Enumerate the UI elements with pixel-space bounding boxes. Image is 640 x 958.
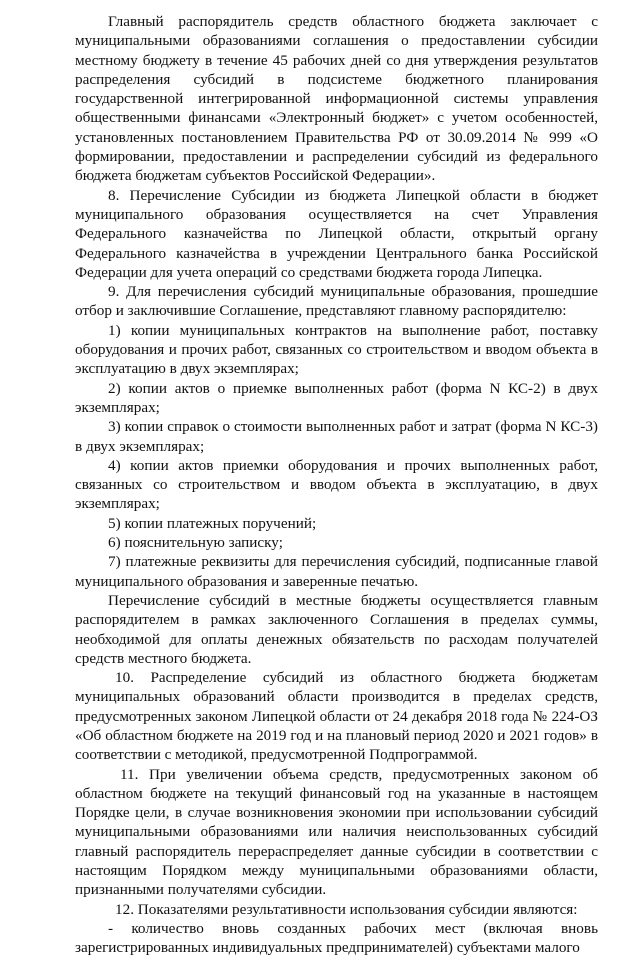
paragraph-agreement: Главный распорядитель средств областного бюджета заключает с муниципальными образованиями соглашения о предоставлении субсидии местному бюджету в течение 45 рабочих дней со дня утверждения результатов распределения субсидий в подсистеме бюджетного планирования государственной интегрированной информационной системы управления общественными финансами «Электронный бюджет» с учетом особенностей, установленных постановлением Правительства РФ от 30.09.2014 № 999 «О формировании, предоставлении и распределении субсидий из федерального бюджета бюджетам субъектов Российской Федерации».: [75, 13, 598, 185]
list-item-5: 5) копии платежных поручений;: [108, 514, 317, 532]
list-item-7: 7) платежные реквизиты для перечисления субсидий, подписанные главой муниципального образования и заверенные печатью.: [75, 553, 598, 590]
list-item-1: 1) копии муниципальных контрактов на выполнение работ, поставку оборудования и прочих работ, связанных со строительством и вводом объекта в эксплуатацию в двух экземплярах;: [75, 321, 598, 378]
paragraph-item-9: 9. Для перечисления субсидий муниципальные образования, прошедшие отбор и заключившие Соглашение, представляют главному распорядителю:: [75, 283, 598, 320]
paragraph-item-12: 12. Показателями результативности использования субсидии являются:: [115, 900, 578, 918]
list-item-4: 4) копии актов приемки оборудования и прочих выполненных работ, связанных со строительством и вводом объекта в эксплуатацию, в двух экземплярах;: [75, 456, 598, 513]
paragraph-item-8: 8. Перечисление Субсидии из бюджета Липецкой области в бюджет муниципального образования осуществляется на счет Управления Федерального казначейства по Липецкой области, открытый органу Федерального казначейства в учреждении Центрального банка Российской Федерации для учета операций со средствами бюджета города Липецка.: [75, 186, 598, 281]
paragraph-item-11: 11. При увеличении объема средств, предусмотренных законом об областном бюджете на текущий финансовый год на указанные в настоящем Порядке цели, в случае возникновения экономии при использовании субсидий муниципальными образованиями или наличия неиспользованных субсидий главный распорядитель перераспределяет данные субсидии в соответствии с настоящим Порядком между муниципальными образованиями области, признанными получателями субсидии.: [75, 765, 598, 899]
list-item-dash: - количество вновь созданных рабочих мест (включая вновь зарегистрированных индивидуальных предпринимателей) субъектами малого: [75, 919, 598, 957]
paragraph-item-10: 10. Распределение субсидий из областного бюджета бюджетам муниципальных образований области производится в пределах средств, предусмотренных законом Липецкой области от 24 декабря 2018 года № 224-ОЗ «Об областном бюджете на 2019 год и на плановый период 2020 и 2021 годов» в соответствии с методикой, предусмотренной Подпрограммой.: [75, 669, 598, 764]
list-item-2: 2) копии актов о приемке выполненных работ (форма N КС-2) в двух экземплярах;: [75, 379, 598, 416]
list-item-3: 3) копии справок о стоимости выполненных работ и затрат (форма N КС-3) в двух экземплярах;: [75, 418, 598, 455]
list-item-6: 6) пояснительную записку;: [108, 534, 283, 552]
paragraph-transfer: Перечисление субсидий в местные бюджеты осуществляется главным распорядителем в рамках заключенного Соглашения в пределах суммы, необходимой для оплаты денежных обязательств по расходам получателей средств местного бюджета.: [75, 591, 598, 667]
